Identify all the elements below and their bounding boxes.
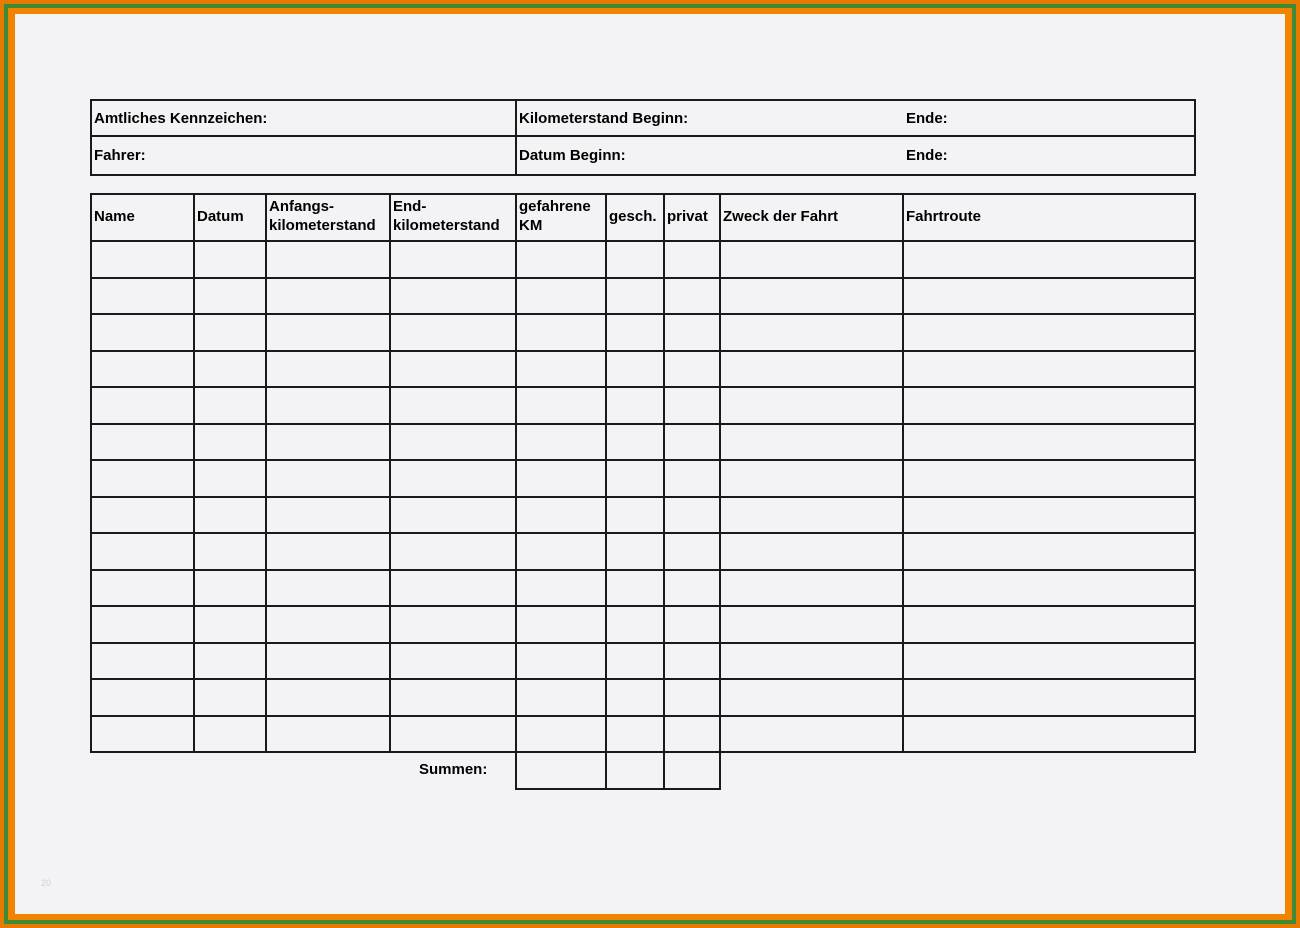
cell-route[interactable] [904, 644, 1194, 679]
cell-end[interactable] [391, 717, 515, 752]
cell-privat[interactable] [665, 425, 719, 460]
cell-zweck[interactable] [721, 680, 902, 715]
cell-gesch[interactable] [607, 242, 663, 277]
column-header-line: KM [519, 217, 543, 234]
cell-gefahren[interactable] [517, 680, 605, 715]
cell-route[interactable] [904, 425, 1194, 460]
column-divider [1194, 193, 1196, 753]
cell-gesch[interactable] [607, 717, 663, 752]
column-header-line: Datum [197, 208, 244, 225]
cell-gesch[interactable] [607, 607, 663, 642]
cell-gesch[interactable] [607, 425, 663, 460]
cell-name[interactable] [92, 461, 193, 496]
cell-datum[interactable] [195, 242, 265, 277]
cell-datum[interactable] [195, 461, 265, 496]
column-header-line: privat [667, 208, 708, 225]
cell-route[interactable] [904, 498, 1194, 533]
cell-zweck[interactable] [721, 425, 902, 460]
km-beginn-label: Kilometerstand Beginn: [519, 110, 689, 127]
cell-route[interactable] [904, 352, 1194, 387]
cell-anfang[interactable] [267, 425, 389, 460]
cell-zweck[interactable] [721, 498, 902, 533]
sum-bottom-border [515, 788, 721, 790]
cell-gefahren[interactable] [517, 279, 605, 314]
column-header-line: Fahrtroute [906, 208, 981, 225]
cell-datum[interactable] [195, 607, 265, 642]
column-header-line: Anfangs- [269, 198, 334, 215]
column-header-line: kilometerstand [393, 217, 500, 234]
cell-zweck[interactable] [721, 242, 902, 277]
cell-anfang[interactable] [267, 571, 389, 606]
cell-name[interactable] [92, 680, 193, 715]
cell-route[interactable] [904, 461, 1194, 496]
kennzeichen-field[interactable] [275, 102, 513, 134]
cell-end[interactable] [391, 644, 515, 679]
column-header-zweck [723, 207, 838, 226]
km-beginn-field[interactable] [695, 102, 895, 134]
cell-end[interactable] [391, 279, 515, 314]
cell-gefahren[interactable] [517, 461, 605, 496]
cell-end[interactable] [391, 425, 515, 460]
cell-privat[interactable] [665, 498, 719, 533]
cell-name[interactable] [92, 644, 193, 679]
cell-route[interactable] [904, 680, 1194, 715]
km-ende-label: Ende: [906, 110, 948, 127]
cell-gesch[interactable] [607, 534, 663, 569]
cell-route[interactable] [904, 717, 1194, 752]
cell-route[interactable] [904, 315, 1194, 350]
cell-gefahren[interactable] [517, 644, 605, 679]
fahrer-label: Fahrer: [94, 147, 146, 164]
cell-anfang[interactable] [267, 534, 389, 569]
cell-privat[interactable] [665, 644, 719, 679]
cell-end[interactable] [391, 315, 515, 350]
cell-zweck[interactable] [721, 717, 902, 752]
cell-anfang[interactable] [267, 644, 389, 679]
column-header-datum [197, 207, 244, 226]
cell-privat[interactable] [665, 279, 719, 314]
cell-zweck[interactable] [721, 644, 902, 679]
cell-gesch[interactable] [607, 279, 663, 314]
fahrer-field[interactable] [155, 138, 513, 173]
cell-name[interactable] [92, 717, 193, 752]
km-ende-field[interactable] [955, 102, 1193, 134]
cell-zweck[interactable] [721, 388, 902, 423]
column-header-anfang [269, 197, 376, 235]
datum-beginn-field[interactable] [635, 138, 895, 173]
sum-cell-privat[interactable] [665, 753, 719, 788]
cell-name[interactable] [92, 571, 193, 606]
datum-beginn-label: Datum Beginn: [519, 147, 626, 164]
cell-zweck[interactable] [721, 571, 902, 606]
cell-gesch[interactable] [607, 571, 663, 606]
cell-privat[interactable] [665, 242, 719, 277]
cell-route[interactable] [904, 607, 1194, 642]
column-header-gefahren [519, 197, 591, 235]
cell-datum[interactable] [195, 644, 265, 679]
datum-ende-label: Ende: [906, 147, 948, 164]
cell-privat[interactable] [665, 680, 719, 715]
cell-end[interactable] [391, 680, 515, 715]
cell-privat[interactable] [665, 352, 719, 387]
cell-name[interactable] [92, 352, 193, 387]
kennzeichen-label: Amtliches Kennzeichen: [94, 110, 268, 127]
cell-anfang[interactable] [267, 680, 389, 715]
cell-route[interactable] [904, 388, 1194, 423]
column-header-line: gefahrene [519, 198, 591, 215]
sum-divider [719, 751, 721, 790]
cell-gefahren[interactable] [517, 498, 605, 533]
sum-cell-gesch[interactable] [607, 753, 663, 788]
cell-name[interactable] [92, 279, 193, 314]
cell-gefahren[interactable] [517, 352, 605, 387]
cell-privat[interactable] [665, 388, 719, 423]
cell-gesch[interactable] [607, 644, 663, 679]
cell-anfang[interactable] [267, 352, 389, 387]
cell-gefahren[interactable] [517, 571, 605, 606]
cell-gesch[interactable] [607, 680, 663, 715]
cell-zweck[interactable] [721, 607, 902, 642]
cell-name[interactable] [92, 242, 193, 277]
cell-privat[interactable] [665, 717, 719, 752]
cell-zweck[interactable] [721, 534, 902, 569]
cell-gesch[interactable] [607, 498, 663, 533]
column-header-name [94, 207, 135, 226]
column-header-gesch [609, 207, 657, 226]
sum-cell-gefahren[interactable] [517, 753, 605, 788]
cell-end[interactable] [391, 242, 515, 277]
cell-datum[interactable] [195, 315, 265, 350]
cell-privat[interactable] [665, 607, 719, 642]
cell-datum[interactable] [195, 571, 265, 606]
sum-label: Summen: [419, 761, 488, 778]
cell-name[interactable] [92, 425, 193, 460]
cell-gesch[interactable] [607, 352, 663, 387]
cell-datum[interactable] [195, 279, 265, 314]
cell-datum[interactable] [195, 352, 265, 387]
cell-zweck[interactable] [721, 315, 902, 350]
cell-name[interactable] [92, 607, 193, 642]
cell-end[interactable] [391, 498, 515, 533]
cell-anfang[interactable] [267, 242, 389, 277]
table-top-border [90, 193, 1196, 195]
datum-ende-field[interactable] [955, 138, 1193, 173]
cell-gefahren[interactable] [517, 717, 605, 752]
column-header-line: kilometerstand [269, 217, 376, 234]
column-header-end [393, 197, 500, 235]
column-header-privat [667, 207, 708, 226]
cell-datum[interactable] [195, 534, 265, 569]
column-header-line: Zweck der Fahrt [723, 208, 839, 225]
column-header-line: gesch. [609, 208, 657, 225]
cell-gefahren[interactable] [517, 315, 605, 350]
cell-route[interactable] [904, 534, 1194, 569]
cell-anfang[interactable] [267, 315, 389, 350]
cell-datum[interactable] [195, 717, 265, 752]
cell-zweck[interactable] [721, 279, 902, 314]
cell-gefahren[interactable] [517, 242, 605, 277]
cell-gefahren[interactable] [517, 425, 605, 460]
cell-route[interactable] [904, 242, 1194, 277]
cell-privat[interactable] [665, 461, 719, 496]
column-header-line: End- [393, 198, 427, 215]
cell-end[interactable] [391, 607, 515, 642]
cell-route[interactable] [904, 571, 1194, 606]
cell-anfang[interactable] [267, 717, 389, 752]
column-header-line: Name [94, 208, 135, 225]
cell-zweck[interactable] [721, 352, 902, 387]
column-header-route [906, 207, 981, 226]
cell-gesch[interactable] [607, 461, 663, 496]
cell-name[interactable] [92, 498, 193, 533]
cell-datum[interactable] [195, 388, 265, 423]
cell-end[interactable] [391, 352, 515, 387]
cell-name[interactable] [92, 315, 193, 350]
cell-end[interactable] [391, 461, 515, 496]
cell-gefahren[interactable] [517, 388, 605, 423]
cell-privat[interactable] [665, 315, 719, 350]
cell-anfang[interactable] [267, 388, 389, 423]
cell-anfang[interactable] [267, 498, 389, 533]
cell-gesch[interactable] [607, 388, 663, 423]
cell-gefahren[interactable] [517, 607, 605, 642]
cell-route[interactable] [904, 279, 1194, 314]
cell-anfang[interactable] [267, 279, 389, 314]
cell-privat[interactable] [665, 534, 719, 569]
cell-privat[interactable] [665, 571, 719, 606]
cell-datum[interactable] [195, 425, 265, 460]
cell-name[interactable] [92, 388, 193, 423]
cell-end[interactable] [391, 534, 515, 569]
cell-anfang[interactable] [267, 607, 389, 642]
page-number: 20 [41, 878, 52, 888]
cell-datum[interactable] [195, 498, 265, 533]
cell-gefahren[interactable] [517, 534, 605, 569]
cell-gesch[interactable] [607, 315, 663, 350]
cell-end[interactable] [391, 388, 515, 423]
cell-datum[interactable] [195, 680, 265, 715]
cell-anfang[interactable] [267, 461, 389, 496]
cell-name[interactable] [92, 534, 193, 569]
cell-end[interactable] [391, 571, 515, 606]
cell-zweck[interactable] [721, 461, 902, 496]
fahrtenbuch-page [15, 14, 1285, 914]
